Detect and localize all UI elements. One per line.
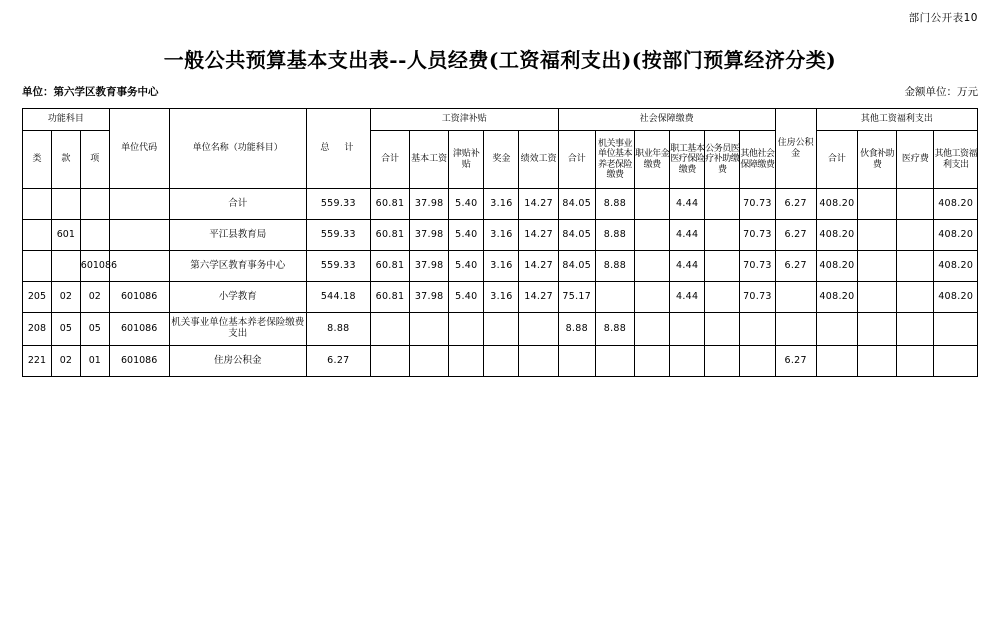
cell-housing-fund: 6.27 (775, 251, 816, 282)
cell-basic-salary: 37.98 (410, 189, 449, 220)
cell-class: 208 (23, 313, 52, 346)
form-number-note: 部门公开表10 (908, 12, 978, 24)
cell-class: 221 (23, 346, 52, 377)
cell-occupational (635, 251, 670, 282)
cell-other-total (816, 346, 857, 377)
cell-item: 02 (80, 282, 109, 313)
page-title: 一般公共预算基本支出表--人员经费(工资福利支出)(按部门预算经济分类) (163, 48, 837, 72)
cell-item (80, 220, 109, 251)
header-allowance: 津贴补贴 (449, 131, 484, 189)
cell-allowance: 5.40 (449, 282, 484, 313)
cell-meal-subsidy (858, 346, 897, 377)
cell-class (23, 189, 52, 220)
cell-class (23, 220, 52, 251)
cell-allowance: 5.40 (449, 251, 484, 282)
cell-medical-fee (897, 282, 934, 313)
header-salary-total: 合计 (370, 131, 409, 189)
header-salary-group: 工资津补贴 (370, 109, 558, 131)
cell-pension (595, 346, 634, 377)
cell-pension: 8.88 (595, 251, 634, 282)
cell-salary-total: 60.81 (370, 251, 409, 282)
cell-allowance: 5.40 (449, 189, 484, 220)
cell-medical: 4.44 (670, 251, 705, 282)
cell-pension: 8.88 (595, 189, 634, 220)
cell-other-welfare: 408.20 (934, 220, 978, 251)
cell-bonus (484, 346, 519, 377)
cell-other-social (740, 313, 775, 346)
header-function-subject: 功能科目 (23, 109, 110, 131)
cell-social-total: 8.88 (558, 313, 595, 346)
table-row (23, 220, 978, 251)
cell-pension: 8.88 (595, 313, 634, 346)
cell-occupational (635, 220, 670, 251)
cell-housing-fund: 6.27 (775, 346, 816, 377)
cell-civil-servant-medical (705, 189, 740, 220)
cell-other-total: 408.20 (816, 251, 857, 282)
cell-civil-servant-medical (705, 282, 740, 313)
cell-civil-servant-medical (705, 220, 740, 251)
cell-total: 559.33 (306, 189, 370, 220)
cell-section (51, 189, 80, 220)
cell-other-total: 408.20 (816, 189, 857, 220)
cell-medical-fee (897, 220, 934, 251)
cell-allowance (449, 313, 484, 346)
cell-unit-name: 小学教育 (169, 282, 306, 313)
header-other-group: 其他工资福利支出 (816, 109, 977, 131)
budget-table (22, 108, 978, 377)
cell-medical-fee (897, 251, 934, 282)
cell-other-social: 70.73 (740, 189, 775, 220)
header-basic-salary: 基本工资 (410, 131, 449, 189)
cell-salary-total (370, 346, 409, 377)
cell-basic-salary: 37.98 (410, 282, 449, 313)
header-unit-name: 单位名称（功能科目） (169, 109, 306, 189)
cell-occupational (635, 346, 670, 377)
table-row (23, 189, 978, 220)
table-row (23, 282, 978, 313)
header-pension: 机关事业单位基本养老保险缴费 (595, 131, 634, 189)
cell-unit-code: 601086 (109, 313, 169, 346)
header-occupational-annuity: 职业年金缴费 (635, 131, 670, 189)
cell-unit-name: 第六学区教育事务中心 (169, 251, 306, 282)
header-group-row (23, 109, 978, 131)
cell-class (23, 251, 52, 282)
cell-unit-name: 机关事业单位基本养老保险缴费支出 (169, 313, 306, 346)
cell-other-welfare: 408.20 (934, 251, 978, 282)
cell-meal-subsidy (858, 282, 897, 313)
cell-salary-total: 60.81 (370, 189, 409, 220)
cell-class: 205 (23, 282, 52, 313)
cell-other-welfare: 408.20 (934, 282, 978, 313)
header-medical-fee: 医疗费 (897, 131, 934, 189)
table-body (23, 189, 978, 377)
cell-housing-fund (775, 313, 816, 346)
header-bonus: 奖金 (484, 131, 519, 189)
cell-other-welfare: 408.20 (934, 189, 978, 220)
cell-bonus: 3.16 (484, 220, 519, 251)
cell-meal-subsidy (858, 313, 897, 346)
cell-performance: 14.27 (519, 282, 558, 313)
cell-other-social: 70.73 (740, 220, 775, 251)
cell-pension: 8.88 (595, 220, 634, 251)
cell-meal-subsidy (858, 189, 897, 220)
header-medical-insurance: 职工基本医疗保险缴费 (670, 131, 705, 189)
cell-salary-total: 60.81 (370, 282, 409, 313)
cell-item (80, 189, 109, 220)
cell-medical-fee (897, 313, 934, 346)
cell-section (51, 251, 80, 282)
header-item: 项 (80, 131, 109, 189)
header-other-social: 其他社会保障缴费 (740, 131, 775, 189)
header-civil-servant-medical: 公务员医疗补助缴费 (705, 131, 740, 189)
table-row (23, 251, 978, 282)
cell-section: 02 (51, 282, 80, 313)
cell-other-social (740, 346, 775, 377)
table-row (23, 313, 978, 346)
cell-occupational (635, 313, 670, 346)
cell-basic-salary (410, 313, 449, 346)
cell-other-welfare (934, 313, 978, 346)
cell-total: 559.33 (306, 251, 370, 282)
cell-total: 559.33 (306, 220, 370, 251)
cell-medical: 4.44 (670, 220, 705, 251)
header-unit-code: 单位代码 (109, 109, 169, 189)
cell-performance (519, 346, 558, 377)
cell-section: 601 (51, 220, 80, 251)
cell-medical: 4.44 (670, 189, 705, 220)
cell-civil-servant-medical (705, 251, 740, 282)
cell-social-total: 84.05 (558, 220, 595, 251)
cell-unit-name: 住房公积金 (169, 346, 306, 377)
cell-item: 601086 (80, 251, 109, 282)
cell-housing-fund (775, 282, 816, 313)
table-row (23, 346, 978, 377)
cell-civil-servant-medical (705, 313, 740, 346)
unit-label: 单位：第六学区教育事务中心 (22, 86, 159, 98)
cell-item: 05 (80, 313, 109, 346)
cell-bonus: 3.16 (484, 282, 519, 313)
cell-housing-fund: 6.27 (775, 189, 816, 220)
meta-row (22, 84, 978, 99)
cell-bonus: 3.16 (484, 189, 519, 220)
cell-other-total: 408.20 (816, 220, 857, 251)
cell-meal-subsidy (858, 251, 897, 282)
cell-medical: 4.44 (670, 282, 705, 313)
cell-unit-code: 601086 (109, 346, 169, 377)
amount-unit-label: 金额单位：万元 (904, 86, 978, 98)
header-housing-fund: 住房公积金 (775, 109, 816, 189)
cell-basic-salary: 37.98 (410, 220, 449, 251)
cell-total: 544.18 (306, 282, 370, 313)
cell-allowance: 5.40 (449, 220, 484, 251)
cell-unit-code (109, 189, 169, 220)
cell-section: 02 (51, 346, 80, 377)
header-total: 总 计 (306, 109, 370, 189)
cell-section: 05 (51, 313, 80, 346)
header-social-group: 社会保障缴费 (558, 109, 775, 131)
cell-social-total (558, 346, 595, 377)
cell-unit-name: 平江县教育局 (169, 220, 306, 251)
cell-performance: 14.27 (519, 251, 558, 282)
cell-unit-code (109, 220, 169, 251)
cell-housing-fund: 6.27 (775, 220, 816, 251)
cell-other-social: 70.73 (740, 251, 775, 282)
cell-bonus (484, 313, 519, 346)
header-other-total: 合计 (816, 131, 857, 189)
cell-medical (670, 313, 705, 346)
cell-occupational (635, 189, 670, 220)
cell-other-total (816, 313, 857, 346)
header-social-total: 合计 (558, 131, 595, 189)
cell-occupational (635, 282, 670, 313)
header-class: 类 (23, 131, 52, 189)
cell-salary-total (370, 313, 409, 346)
cell-civil-servant-medical (705, 346, 740, 377)
cell-other-total: 408.20 (816, 282, 857, 313)
cell-total: 8.88 (306, 313, 370, 346)
cell-other-social: 70.73 (740, 282, 775, 313)
cell-performance: 14.27 (519, 220, 558, 251)
cell-social-total: 84.05 (558, 189, 595, 220)
cell-performance (519, 313, 558, 346)
cell-allowance (449, 346, 484, 377)
cell-social-total: 84.05 (558, 251, 595, 282)
cell-medical (670, 346, 705, 377)
header-performance: 绩效工资 (519, 131, 558, 189)
cell-pension (595, 282, 634, 313)
cell-unit-code: 601086 (109, 282, 169, 313)
cell-item: 01 (80, 346, 109, 377)
cell-performance: 14.27 (519, 189, 558, 220)
cell-unit-code (109, 251, 169, 282)
header-section: 款 (51, 131, 80, 189)
cell-bonus: 3.16 (484, 251, 519, 282)
cell-total: 6.27 (306, 346, 370, 377)
cell-medical-fee (897, 346, 934, 377)
cell-basic-salary (410, 346, 449, 377)
cell-unit-name: 合计 (169, 189, 306, 220)
cell-other-welfare (934, 346, 978, 377)
header-other-welfare: 其他工资福利支出 (934, 131, 978, 189)
cell-medical-fee (897, 189, 934, 220)
cell-meal-subsidy (858, 220, 897, 251)
header-meal-subsidy: 伙食补助费 (858, 131, 897, 189)
cell-salary-total: 60.81 (370, 220, 409, 251)
cell-social-total: 75.17 (558, 282, 595, 313)
cell-basic-salary: 37.98 (410, 251, 449, 282)
